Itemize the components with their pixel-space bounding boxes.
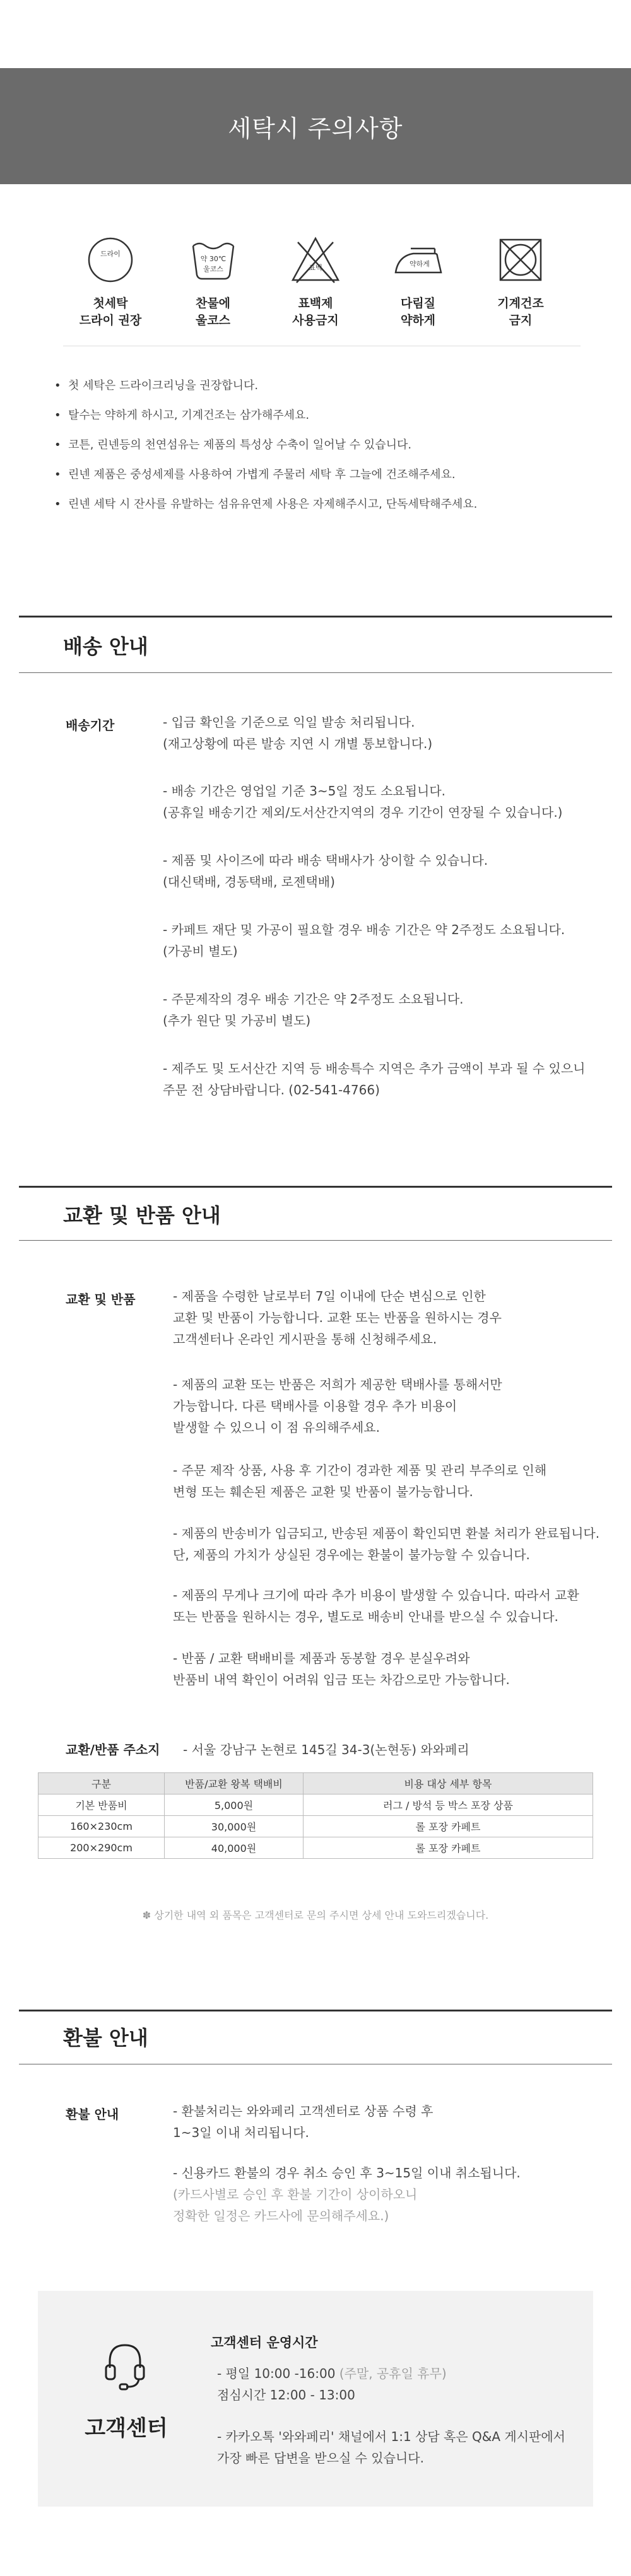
shipping-paragraph: - 입금 확인을 기준으로 익일 발송 처리됩니다. (재고상황에 따른 발송 지연 시 개별 통보합니다.) bbox=[163, 715, 433, 751]
table-row bbox=[38, 1816, 593, 1837]
care-item-dry-clean bbox=[63, 233, 158, 329]
shipping-title-line bbox=[19, 672, 612, 673]
table-cell: 롤 포장 카페트 bbox=[304, 1816, 593, 1837]
svg-text:약 30℃: 약 30℃ bbox=[200, 255, 226, 263]
care-label-no-tumble: 기계건조 금지 bbox=[497, 296, 544, 327]
shipping-paragraph: - 제품 및 사이즈에 따라 배송 택배사가 상이할 수 있습니다. (대신택배, 경동택배, 로젠택배) bbox=[163, 853, 488, 889]
care-label-no-bleach: 표백제 사용금지 bbox=[292, 296, 339, 327]
shipping-section-bar bbox=[19, 616, 612, 618]
care-icons-row bbox=[63, 233, 568, 329]
exchange-paragraph: - 제품의 교환 또는 반품은 저희가 제공한 택배사를 통해서만 가능합니다. 다른 택배사를 이용할 경우 추가 비용이 발생할 수 있으니 이 점 유의해주세요. bbox=[173, 1377, 502, 1435]
exchange-section-bar bbox=[19, 1186, 612, 1188]
refund-paragraph: - 환불처리는 와와페리 고객센터로 상품 수령 후 1~3일 이내 처리됩니다. bbox=[173, 2104, 433, 2140]
cs-hours-main: - 평일 10:00 -16:00 bbox=[217, 2366, 336, 2381]
table-cell: 5,000원 bbox=[165, 1794, 304, 1816]
care-item-no-tumble bbox=[473, 233, 568, 329]
customer-center-box bbox=[38, 2291, 593, 2507]
table-row bbox=[38, 1837, 593, 1859]
table-header: 비용 대상 세부 항목 bbox=[304, 1773, 593, 1794]
shipping-title: 배송 안내 bbox=[63, 635, 148, 659]
care-note: • 린넨 세탁 시 잔사를 유발하는 섬유유연제 사용은 자제해주시고, 단독세탁해주세요. bbox=[50, 497, 593, 512]
table-cell: 기본 반품비 bbox=[38, 1794, 165, 1816]
dry-clean-icon bbox=[84, 233, 137, 286]
customer-center-name: 고객센터 bbox=[85, 2416, 168, 2441]
wash-30-icon bbox=[187, 233, 240, 286]
care-item-iron bbox=[371, 233, 466, 329]
svg-text:울코스: 울코스 bbox=[203, 265, 223, 273]
exchange-paragraph: - 제품을 수령한 날로부터 7일 이내에 단순 변심으로 인한 교환 및 반품이 가능합니다. 교환 또는 반품을 원하시는 경우 고객센터나 온라인 게시판을 통해 신청해주세요. bbox=[173, 1289, 502, 1347]
care-notes-list bbox=[50, 378, 593, 527]
table-cell: 30,000원 bbox=[165, 1816, 304, 1837]
cs-kakao: - 카카오톡 '와와페리' 채널에서 1:1 상담 혹은 Q&A 게시판에서 가장 빠른 답변을 받으실 수 있습니다. bbox=[217, 2429, 565, 2466]
exchange-paragraph: - 제품의 반송비가 입금되고, 반송된 제품이 확인되면 환불 처리가 완료됩니다. 단, 제품의 가치가 상실된 경우에는 환불이 불가능할 수 있습니다. bbox=[173, 1526, 600, 1562]
table-header: 구분 bbox=[38, 1773, 165, 1794]
cs-hours-note: (주말, 공휴일 휴무) bbox=[335, 2366, 447, 2381]
table-footnote: ✽ 상기한 내역 외 품목은 고객센터로 문의 주시면 상세 안내 도와드리겠습니다. bbox=[142, 1909, 489, 1921]
table-header: 반품/교환 왕복 택배비 bbox=[165, 1773, 304, 1794]
care-label-iron: 다림질 약하게 bbox=[400, 296, 436, 327]
care-item-cold-wash bbox=[166, 233, 261, 329]
return-fee-table bbox=[38, 1772, 593, 1859]
care-note: • 코튼, 린넨등의 천연섬유는 제품의 특성상 수축이 일어날 수 있습니다. bbox=[50, 438, 593, 453]
shipping-paragraph: - 배송 기간은 영업일 기준 3~5일 정도 소요됩니다. (공휴일 배송기간 제외/도서산간지역의 경우 기간이 연장될 수 있습니다.) bbox=[163, 783, 563, 820]
table-cell: 200×290cm bbox=[38, 1837, 165, 1859]
svg-text:표백: 표백 bbox=[309, 264, 322, 272]
care-label-cold-wash: 찬물에 울코스 bbox=[195, 296, 231, 327]
exchange-title-line bbox=[19, 1240, 612, 1241]
svg-text:약하게: 약하게 bbox=[409, 260, 430, 268]
refund-label: 환불 안내 bbox=[66, 2107, 119, 2122]
exchange-title: 교환 및 반품 안내 bbox=[63, 1203, 221, 1227]
exchange-paragraph: - 주문 제작 상품, 사용 후 기간이 경과한 제품 및 관리 부주의로 인해 변형 또는 훼손된 제품은 교환 및 반품이 불가능합니다. bbox=[173, 1463, 547, 1499]
care-note: • 탈수는 약하게 하시고, 기계건조는 삼가해주세요. bbox=[50, 408, 593, 423]
cs-lunch: 점심시간 12:00 - 13:00 bbox=[217, 2387, 355, 2403]
table-cell: 40,000원 bbox=[165, 1837, 304, 1859]
refund-paragraph: - 신용카드 환불의 경우 취소 승인 후 3~15일 이내 취소됩니다. bbox=[173, 2165, 521, 2181]
exchange-label: 교환 및 반품 bbox=[66, 1292, 136, 1307]
iron-low-icon bbox=[392, 233, 445, 286]
care-label-dry-clean: 첫세탁 드라이 권장 bbox=[79, 296, 142, 327]
shipping-paragraph: - 카페트 재단 및 가공이 필요할 경우 배송 기간은 약 2주정도 소요됩니다. (가공비 별도) bbox=[163, 922, 565, 959]
no-bleach-icon bbox=[289, 233, 342, 286]
refund-note: (카드사별로 승인 후 환불 기간이 상이하오니 정확한 일정은 카드사에 문의해주세요.) bbox=[173, 2187, 418, 2223]
care-note: • 첫 세탁은 드라이크리닝을 권장합니다. bbox=[50, 378, 593, 394]
table-row bbox=[38, 1794, 593, 1816]
exchange-paragraph: - 제품의 무게나 크기에 따라 추가 비용이 발생할 수 있습니다. 따라서 교환 또는 반품을 원하시는 경우, 별도로 배송비 안내를 받으실 수 있습니다. bbox=[173, 1588, 579, 1624]
return-address-value: - 서울 강남구 논현로 145길 34-3(논현동) 와와페리 bbox=[183, 1742, 469, 1757]
svg-text:드라이: 드라이 bbox=[100, 250, 121, 258]
banner-title: 세탁시 주의사항 bbox=[228, 114, 403, 143]
table-cell: 롤 포장 카페트 bbox=[304, 1837, 593, 1859]
headset-icon bbox=[102, 2340, 148, 2391]
cs-hours-title: 고객센터 운영시간 bbox=[211, 2335, 318, 2350]
shipping-paragraph: - 제주도 및 도서산간 지역 등 배송특수 지역은 추가 금액이 부과 될 수 있으니 주문 전 상담바랍니다. (02-541-4766) bbox=[163, 1061, 586, 1098]
refund-section-bar bbox=[19, 2010, 612, 2011]
no-tumble-dry-icon bbox=[494, 233, 547, 286]
table-header-row bbox=[38, 1773, 593, 1794]
return-address-label: 교환/반품 주소지 bbox=[66, 1742, 160, 1757]
exchange-paragraph: - 반품 / 교환 택배비를 제품과 동봉할 경우 분실우려와 반품비 내역 확인이 어려워 입금 또는 차감으로만 가능합니다. bbox=[173, 1651, 510, 1687]
shipping-paragraph: - 주문제작의 경우 배송 기간은 약 2주정도 소요됩니다. (추가 원단 및 가공비 별도) bbox=[163, 992, 464, 1028]
table-cell: 러그 / 방석 등 박스 포장 상품 bbox=[304, 1794, 593, 1816]
care-note: • 린넨 제품은 중성세제를 사용하여 가볍게 주물러 세탁 후 그늘에 건조해주세요. bbox=[50, 467, 593, 483]
table-cell: 160×230cm bbox=[38, 1816, 165, 1837]
cs-hours bbox=[217, 2363, 447, 2384]
care-banner bbox=[0, 68, 631, 184]
refund-title: 환불 안내 bbox=[63, 2026, 148, 2050]
care-item-no-bleach bbox=[268, 233, 363, 329]
shipping-label: 배송기간 bbox=[66, 718, 115, 733]
